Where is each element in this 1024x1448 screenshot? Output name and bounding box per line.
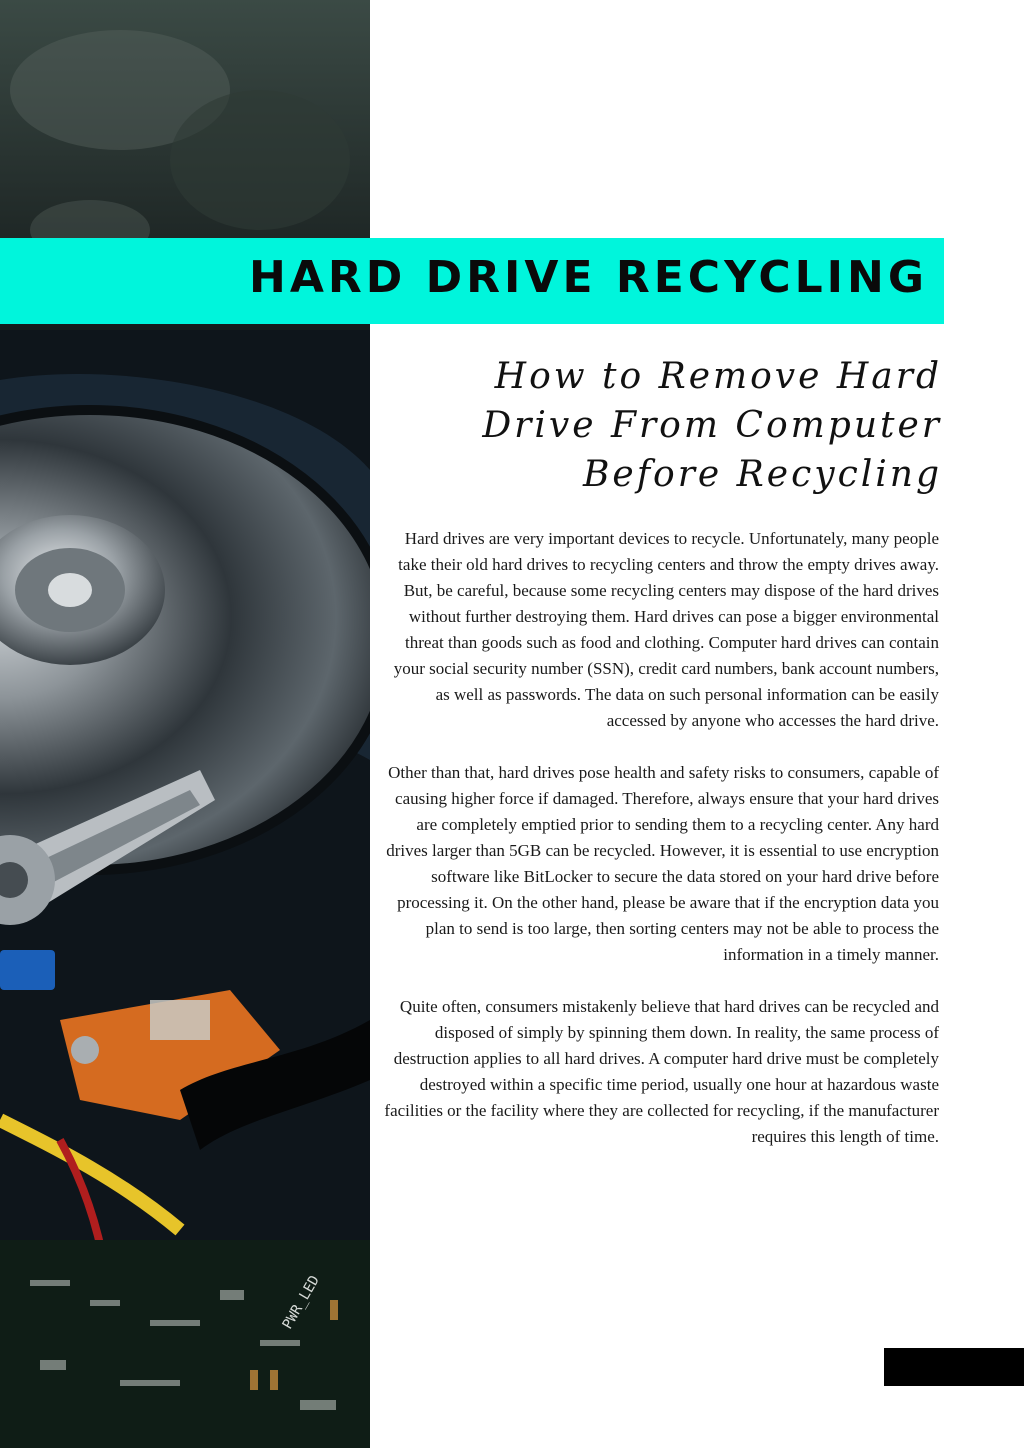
hard-drive-illustration <box>0 0 370 1448</box>
board-label: PWR_LED <box>279 1272 323 1332</box>
article-body <box>379 526 939 1176</box>
paragraph-3: Quite often, consumers mistakenly believe that hard drives can be recycled and disposed of simply by spinning them down. In reality, the same process of destruction applies to all hard drives. A computer hard drive must be completely destroyed within a specific time period, usually one hour at hazardous waste facilities or the facility where they are collected for recycling, if the manufacturer requires this length of time. <box>384 997 939 1146</box>
subtitle: How to Remove Hard Drive From Computer Before Recycling <box>482 356 942 495</box>
hard-drive-photo <box>0 0 370 1448</box>
paragraph-1: Hard drives are very important devices to recycle. Unfortunately, many people take their old hard drives to recycling centers and throw the empty drives away. But, be careful, because some recycling centers may dispose of the hard drives without further destroying them. Hard drives can pose a bigger environmental threat than goods such as food and clothing. Computer hard drives can contain your social security number (SSN), credit card numbers, bank account numbers, as well as passwords. The data on such personal information can be easily accessed by anyone who accesses the hard drive. <box>393 529 939 730</box>
page-title: HARD DRIVE RECYCLING <box>249 252 928 303</box>
decorative-block <box>884 1348 1024 1386</box>
paragraph-2: Other than that, hard drives pose health and safety risks to consumers, capable of causing higher force if damaged. Therefore, always ensure that your hard drives are completely emptied prior to sending them to a recycling center. Any hard drives larger than 5GB can be recycled. However, it is essential to use encryption software like BitLocker to secure the data stored on your hard drive before processing it. On the other hand, please be aware that if the encryption data you plan to send is too large, then sorting centers may not be able to process the information in a timely manner. <box>386 763 939 964</box>
